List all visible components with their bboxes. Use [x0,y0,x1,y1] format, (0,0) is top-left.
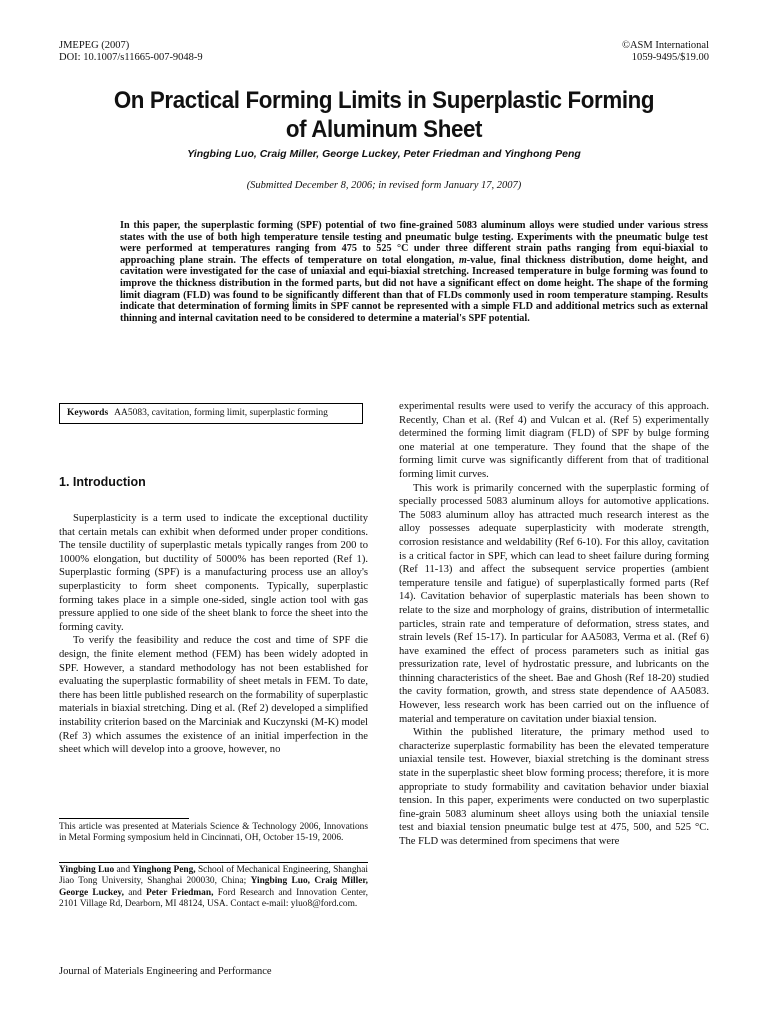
footnote-affiliations [59,865,368,911]
footnote-text: and [123,887,147,898]
title-line-2: of Aluminum Sheet [285,116,483,143]
footnote-text: School of Mechanical Engineering, Shanghai Jiao Tong University, Shanghai 200030, China; [59,865,368,887]
paragraph: To verify the feasibility and reduce the cost and time of SPF die design, the finite element method (FEM) has been widely adopted in SPF. However, a standard methodology has not been established for evaluating the superplastic formability of sheet metals in FEM. To date, there has been little published research on the formability of superplastic materials in biaxial stretching. Ding et al. (Ref 2) developed a simplified instability criterion based on the Marciniak and Kuczynski (M-K) model (Ref 3) which assumes the existence of an initial imperfection in the sheet which will develop into a groove, however, no [59,635,368,756]
footnote-text: Ford Research and Innovation Center, 2101 Village Rd, Dearborn, MI 48124, USA. Contact e-mail: yluo8@ford.com. [59,887,368,910]
section-heading-introduction: 1. Introduction [59,475,146,489]
abstract-m-symbol: m [458,254,467,266]
abstract [120,220,708,324]
paragraph: Within the published literature, the primary method used to characterize superplastic formability has been the elevated temperature uniaxial tensile test. However, biaxial stretching is the dominant stress state in the superplastic sheet blow forming process; therefore, it is more appropriate to study formability and cavitation behavior under biaxial tension. In this paper, experiments were conducted on two superplastic fine-grain 5083 aluminum sheet alloys using both the uniaxial tensile test and biaxial tension pneumatic bulge test at 475, 500, and 525 °C. The FLD was determined from specimens that were [399,727,709,847]
authors: Yingbing Luo, Craig Miller, George Luckey, Peter Friedman and Yinghong Peng [187,148,581,160]
footer-journal-name: Journal of Materials Engineering and Performance [59,966,272,977]
journal-code: JMEPEG (2007) [59,40,130,51]
footnote-presentation: This article was presented at Materials Science & Technology 2006, Innovations in Metal Forming symposium held in Cincinnati, OH, October 15-19, 2006. [59,822,368,844]
paragraph: Superplasticity is a term used to indicate the exceptional ductility that certain metals can exhibit when deformed under proper conditions. The tensile ductility of superplastic metals typically ranges from 200 to 1000% elongation, but ductility of 5000% has been reported (Ref 1). Superplastic forming (SPF) is a manufacturing process use an alloy's superplasticity to form sheet components. Typically, superplastic forming takes place in a simple one-sided, single action tool with gas pressure applied to one side of the sheet blank to force the sheet into the forming cavity. [59,513,368,633]
header-left [59,40,203,64]
author-name: Yinghong Peng, [132,865,196,875]
paper-title [64,86,704,144]
keywords-label: Keywords [67,408,109,418]
author-name: Yingbing Luo, Craig Miller, George Luckey, [59,876,368,898]
left-column [59,512,368,757]
paragraph: experimental results were used to verify the accuracy of this approach. Recently, Chan et al. (Ref 4) and Vulcan et al. (Ref 5) experimentally determined the forming limit diagram (FLD) of SPF by bulge forming one material at one temperature. They found that the shape of the forming limit curve was significantly different from that of traditional forming limit curves. [399,401,709,480]
abstract-part-a: In this paper, the superplastic forming (SPF) potential of two fine-grained 5083 aluminum alloys were studied under various stress states with the use of both high temperature tensile testing and pneumatic bulge testing. Experiments with the pneumatic bulge test were performed at temperatures ranging from 475 to 525 °C under three different strain paths ranging from equi-biaxial to approaching plane strain. The effects of temperature on total elongation, [120,220,708,266]
footnote-text: and [114,865,133,875]
keywords-text: AA5083, cavitation, forming limit, superplastic forming [114,408,328,418]
title-line-1: On Practical Forming Limits in Superplastic Forming [113,87,655,114]
footnote-divider-2 [59,862,368,863]
footnote-divider [59,818,189,819]
right-column [399,400,709,849]
keywords-box [59,403,363,424]
submission-dates: (Submitted December 8, 2006; in revised form January 17, 2007) [246,180,522,191]
paragraph: This work is primarily concerned with the superplastic forming of specially processed 5083 aluminum alloys for automotive applications. The 5083 aluminum alloy has attracted much research interest as the alloy possesses adequate superplasticity with moderate strength, corrosion resistance and weldability (Ref 6-10). For this alloy, cavitation is a critical factor in SPF, which can lead to sheet failure during forming (Ref 11-13) and affect the subsequent service properties (ambient temperature tensile and fatigue) of superplastically formed parts (Ref 14). Cavitation behavior of superplastic materials has been shown to relate to the size and morphology of grains, distribution of intermetallic particles, strain rate and temperature of deformation, stress states, and strain levels (Ref 15-17). In particular for AA5083, Verma et al. (Ref 6) have examined the effect of process parameters such as initial gas pressurization rate, level of hydrostatic pressure, and lubricants on the thinning characteristics of the sheet. Bae and Ghosh (Ref 18-20) studied the cavity formation, growth, and stress state dependence of AA5083. However, less research work has been carried out on the influence of material and temperature on cavitation under biaxial tension. [399,482,709,725]
publisher: ©ASM International [621,40,709,51]
issn-price: 1059-9495/$19.00 [631,52,709,63]
header-right [622,40,709,64]
abstract-part-b: -value, final thickness distribution, dome height, and cavitation were investigated for the case of uniaxial and equi-biaxial stretching. Increased temperature in bulge forming was found to improve the thickness distribution in the formed parts, but did not have a significant effect on dome height. The shape of the forming limit diagram (FLD) was found to be significantly different than that of FLDs commonly used in room temperature stamping. Results indicate that determination of forming limits in SPF cannot be represented with a simple FLD and additional metrics such as external thinning and internal cavitation need to be considered to determine a material's SPF potential. [120,254,708,324]
author-name: Peter Friedman, [146,887,214,898]
doi: DOI: 10.1007/s11665-007-9048-9 [59,52,203,63]
author-name: Yingbing Luo [59,865,115,875]
